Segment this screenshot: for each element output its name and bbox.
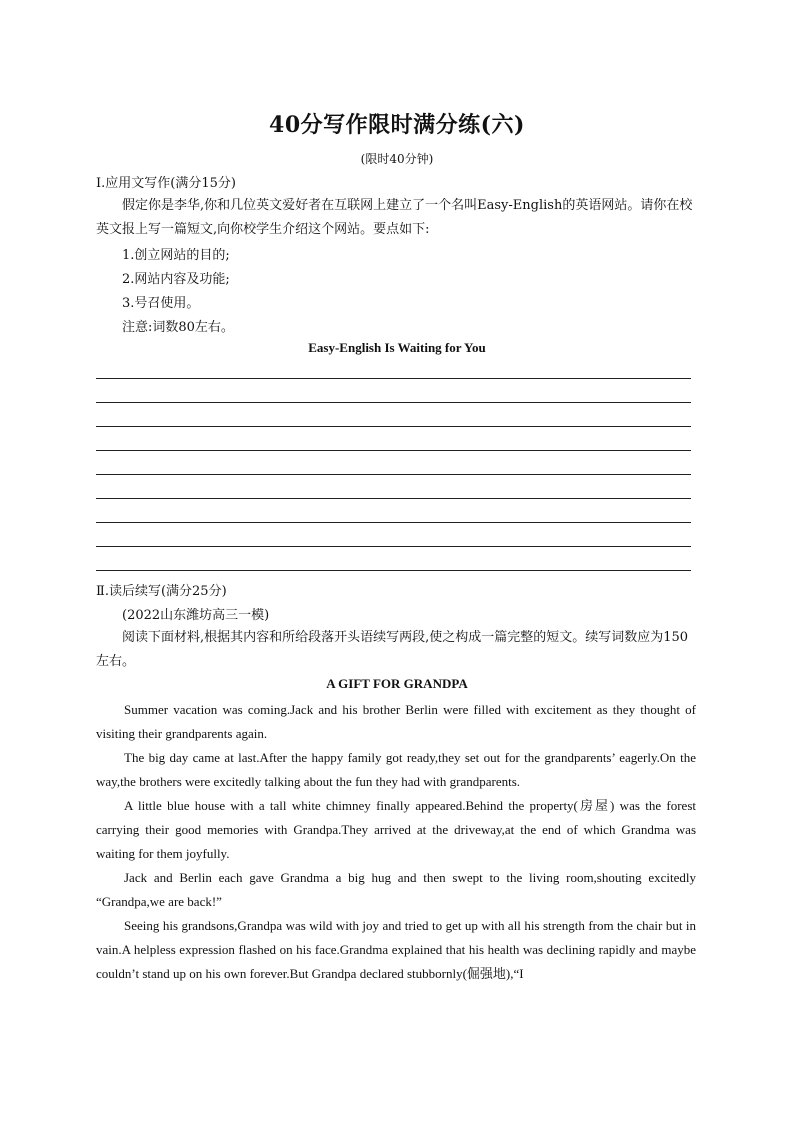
story-paragraph: The big day came at last.After the happy family got ready,they set out for the grandparents’ eagerly.On the way,the brothers were excitedly talking about the fun they had with grandparents. [96, 750, 696, 789]
story-title: A GIFT FOR GRANDPA [326, 676, 468, 691]
section1-note: 注意:词数80左右。 [122, 320, 234, 335]
section2-prompt: 阅读下面材料,根据其内容和所给段落开头语续写两段,使之构成一篇完整的短文。续写词数应为150左右。 [96, 630, 689, 669]
section1-point-3: 3.号召使用。 [122, 296, 200, 311]
writing-line [96, 474, 691, 475]
time-limit-subtitle: (限时40分钟) [360, 152, 434, 166]
section1-heading: Ⅰ.应用文写作(满分15分) [96, 176, 236, 191]
writing-line [96, 570, 691, 571]
story-paragraph: Summer vacation was coming.Jack and his brother Berlin were filled with excitement as they thought of visiting their grandparents again. [96, 702, 696, 741]
page-title: 40分写作限时满分练(六) [269, 112, 525, 138]
story-paragraph: Seeing his grandsons,Grandpa was wild with joy and tried to get up with all his strength from the chair but in vain.A helpless expression flashed on his face.Grandma explained that his health was declining rapidly and maybe couldn’t stand up on his own forever.But Grandpa declared stubbornly(倔强地),“I [96, 918, 696, 981]
story-paragraph: A little blue house with a tall white chimney finally appeared.Behind the property(房屋) was the forest carrying their good memories with Grandpa.They arrived at the driveway,at the end of which Grandma was waiting for them joyfully. [96, 798, 696, 861]
story-body [96, 698, 696, 986]
essay-title: Easy-English Is Waiting for You [308, 340, 486, 355]
section1-prompt: 假定你是李华,你和几位英文爱好者在互联网上建立了一个名叫Easy-English的英语网站。请你在校英文报上写一篇短文,向你校学生介绍这个网站。要点如下: [96, 198, 693, 237]
section2-source: (2022山东潍坊高三一模) [122, 608, 270, 623]
writing-line [96, 546, 691, 547]
writing-line [96, 522, 691, 523]
writing-line [96, 426, 691, 427]
writing-line [96, 402, 691, 403]
section1-point-1: 1.创立网站的目的; [122, 248, 230, 263]
section2-heading: Ⅱ.读后续写(满分25分) [96, 584, 227, 599]
writing-line [96, 378, 691, 379]
writing-line [96, 450, 691, 451]
story-paragraph: Jack and Berlin each gave Grandma a big hug and then swept to the living room,shouting excitedly “Grandpa,we are back!” [96, 870, 696, 909]
section1-point-2: 2.网站内容及功能; [122, 272, 230, 287]
writing-line [96, 498, 691, 499]
